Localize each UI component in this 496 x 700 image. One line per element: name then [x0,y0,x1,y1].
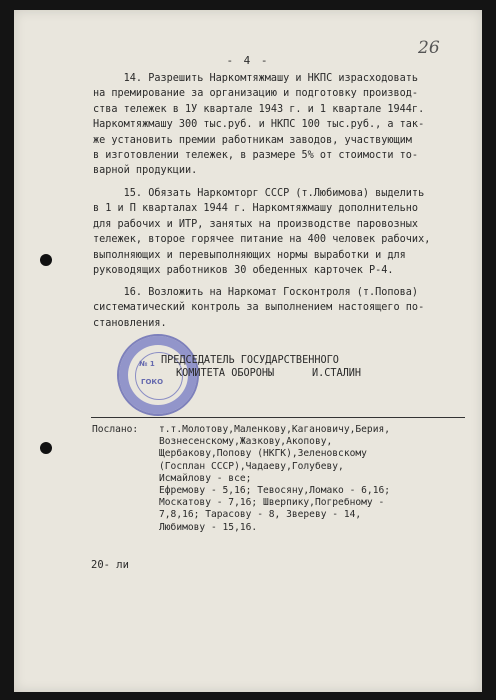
paragraph-14: 14. Разрешить Наркомтяжмашу и НКПС израсходовать на премирование за организацию и подготовку производ- ства тележек в 1У квартале 1943 г. и 1 квартале 1944г. Наркомтяжмашу 300 тыс.руб. и НКПС 100 тыс.руб., а так- же установить премии работникам заводов, участвующим в изготовлении тележек, в размере 5% от стоимости то- варной продукции. [93,73,425,177]
stamp-number: № 1 [139,360,155,368]
punch-hole [40,254,52,266]
paragraph-15: 15. Обязать Наркомторг СССР (т.Любимова) выделить в 1 и П кварталах 1944 г. Наркомтяжмашу дополнительно для рабочих и ИТР, занятых на производстве паровозных тележек, второе горячее питание на 400 человек рабочих, выполняющих и перевыполняющих нормы выработки и для руководящих работников 30 обеденных карточек Р-4. [93,188,431,277]
signature-name: И.СТАЛИН [312,368,362,379]
page-number: - 4 - [226,54,270,67]
punch-hole [40,442,52,454]
paragraph-16: 16. Возложить на Наркомат Госконтроля (т.Попова) систематический контроль за выполнением настоящего по- становления. [93,287,425,329]
copies-count-footer: 20- ли [91,559,129,571]
divider-line [91,417,465,418]
stamp-word: ГОКО [141,378,164,386]
handwritten-folio-number: 26 [418,38,440,58]
distribution-list: т.т.Молотову,Маленкову,Кагановичу,Берия, Вознесенскому,Жазкову,Акопову, Щербакову,Попову (НКГК),Зеленовскому (Госплан СССР),Чадаеву,Голубеву, Исмайлову - все; Ефремову - 5,16; Тевосяну,Ломако - 6,16; Москатову - 7,16; Шверпику,Погребному - 7,8,16; Тарасову - 8, Звереву - 14, Любимову - 15,16. [159,424,391,533]
signature-title-line-1: ПРЕДСЕДАТЕЛЬ ГОСУДАРСТВЕННОГО [161,355,339,366]
document-page [14,10,482,692]
signature-title-line-2: КОМИТЕТА ОБОРОНЫ [176,368,275,379]
distribution-label: Послано: [92,424,139,435]
